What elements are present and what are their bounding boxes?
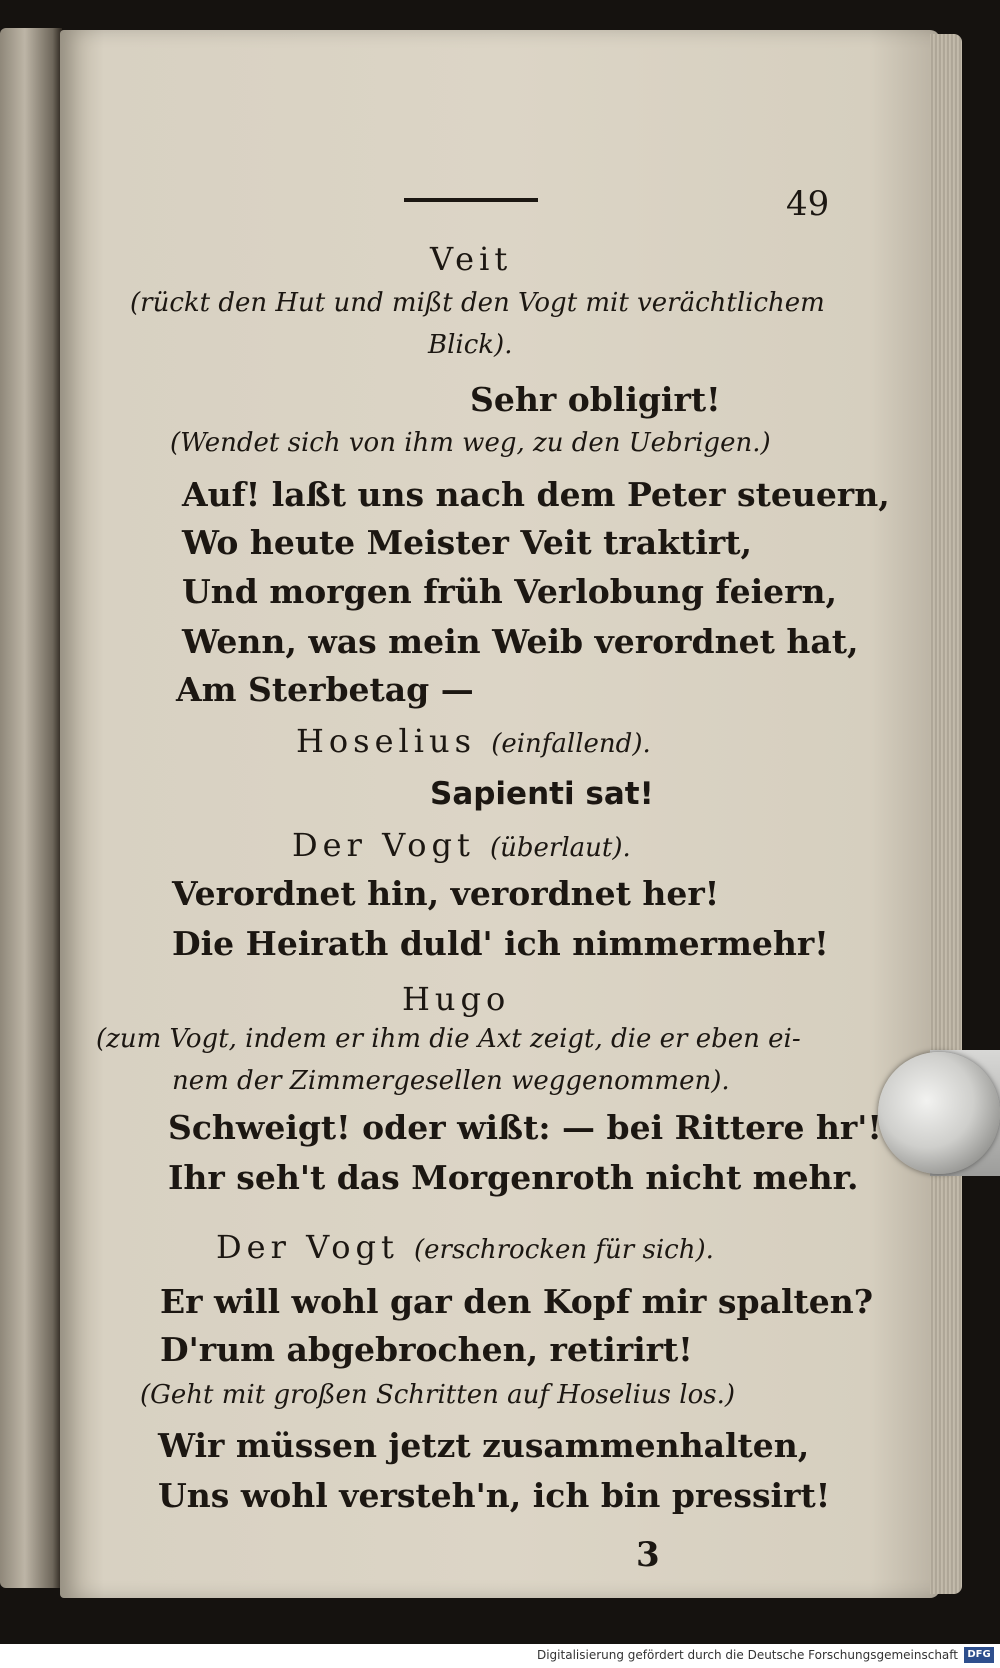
verse-line: Er will wohl gar den Kopf mir spalten? <box>160 1282 874 1321</box>
dfg-logo-icon: DFG <box>964 1647 994 1663</box>
speaker-hugo: Hugo <box>402 980 511 1018</box>
funding-credit: Digitalisierung gefördert durch die Deutsche Forschungsgemeinschaft <box>536 1648 958 1662</box>
verse-line: Uns wohl versteh'n, ich bin pressirt! <box>158 1476 831 1515</box>
verse-line: Ihr seh't das Morgenroth nicht mehr. <box>168 1158 859 1197</box>
speaker-vogt <box>292 826 631 864</box>
verse-line: Die Heirath duld' ich nimmermehr! <box>172 924 829 963</box>
left-page-edge <box>0 28 62 1588</box>
stage-direction: (erschrocken für sich). <box>414 1235 714 1265</box>
verse-line: Wir müssen jetzt zusammenhalten, <box>158 1426 810 1465</box>
verse-line: Wenn, was mein Weib verordnet hat, <box>182 622 859 661</box>
verse-line: Schweigt! oder wißt: — bei Rittere hr'! <box>168 1108 882 1147</box>
stage-direction: (überlaut). <box>490 833 631 863</box>
verse-line: Auf! laßt uns nach dem Peter steuern, <box>182 475 890 514</box>
stage-direction: nem der Zimmergesellen weggenommen). <box>172 1066 730 1096</box>
verse-line: Sapienti sat! <box>430 776 654 812</box>
speaker-name: Der Vogt <box>216 1228 399 1266</box>
signature-mark: 3 <box>636 1535 660 1575</box>
stage-direction: (Wendet sich von ihm weg, zu den Uebrigen.) <box>170 428 771 458</box>
speaker-hoselius <box>296 722 651 760</box>
stage-direction: (einfallend). <box>491 729 651 759</box>
book-clip <box>878 1052 1000 1174</box>
stage-direction: Blick). <box>428 330 513 360</box>
speaker-name: Hoselius <box>296 722 477 760</box>
speaker-name: Der Vogt <box>292 826 475 864</box>
verse-line: Verordnet hin, verordnet her! <box>172 874 720 913</box>
header-rule <box>404 198 538 202</box>
footer-bar <box>0 1644 1000 1668</box>
stage-direction: (Geht mit großen Schritten auf Hoselius los.) <box>140 1380 735 1410</box>
verse-line: D'rum abgebrochen, retirirt! <box>160 1330 693 1369</box>
stage-direction: (rückt den Hut und mißt den Vogt mit verächtlichem <box>130 288 825 318</box>
verse-line: Und morgen früh Verlobung feiern, <box>182 572 837 611</box>
stage-direction: (zum Vogt, indem er ihm die Axt zeigt, die er eben ei- <box>96 1024 801 1054</box>
verse-line: Sehr obligirt! <box>470 380 721 419</box>
speaker-vogt <box>216 1228 714 1266</box>
verse-line: Wo heute Meister Veit traktirt, <box>182 523 752 562</box>
page-stack-edge <box>930 34 962 1594</box>
page-number: 49 <box>786 184 830 224</box>
verse-line: Am Sterbetag — <box>176 670 474 709</box>
speaker-veit: Veit <box>430 240 513 278</box>
